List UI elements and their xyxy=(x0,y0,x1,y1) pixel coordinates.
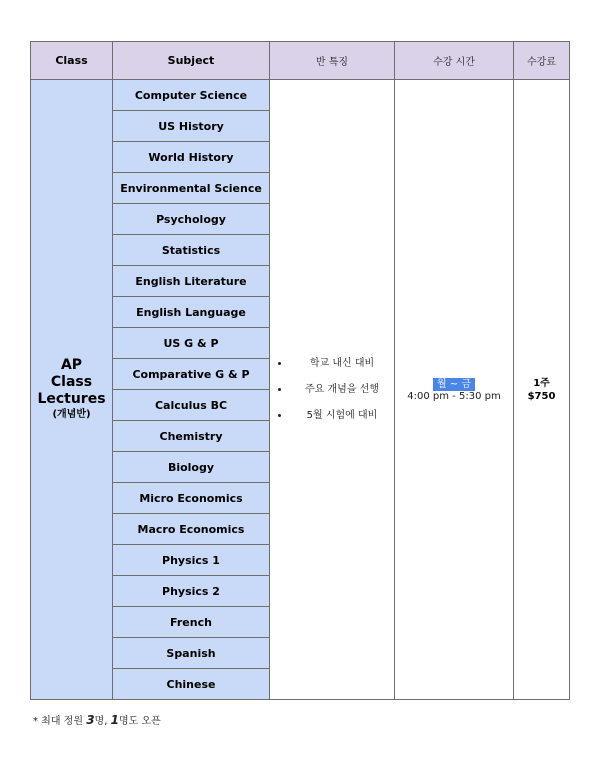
class-subtitle: (개념반) xyxy=(52,409,91,420)
subject-cell: Statistics xyxy=(113,235,270,266)
days-badge: 월 ~ 금 xyxy=(433,378,475,391)
feature-item: • 학교 내신 대비 xyxy=(290,358,394,370)
footnote-max: 3 xyxy=(86,713,95,727)
header-features: 반 특징 xyxy=(270,42,395,80)
subject-cell: French xyxy=(113,607,270,638)
subject-cell: English Language xyxy=(113,297,270,328)
fee-cell xyxy=(514,80,570,700)
subject-cell: Psychology xyxy=(113,204,270,235)
hours-text: 4:00 pm - 5:30 pm xyxy=(407,390,501,402)
subject-cell: Chemistry xyxy=(113,421,270,452)
schedule-body xyxy=(31,80,570,700)
footnote-mid: 명, xyxy=(94,716,111,727)
subject-cell: English Literature xyxy=(113,266,270,297)
header-fee: 수강료 xyxy=(514,42,570,80)
subject-cell: World History xyxy=(113,142,270,173)
fee-period: 1주 xyxy=(533,377,550,389)
header-subject: Subject xyxy=(113,42,270,80)
fee-amount: $750 xyxy=(527,390,556,402)
feature-item: • 5월 시험에 대비 xyxy=(290,410,394,422)
subject-cell: Chinese xyxy=(113,669,270,700)
footnote-prefix: * 최대 정원 xyxy=(33,716,87,727)
class-line-1: AP xyxy=(60,357,83,373)
footnote-suffix: 명도 오픈 xyxy=(118,716,161,727)
subject-cell: Environmental Science xyxy=(113,173,270,204)
header-time: 수강 시간 xyxy=(395,42,514,80)
table-row xyxy=(31,80,570,111)
class-line-2: Class xyxy=(50,374,93,390)
header-class: Class xyxy=(31,42,113,80)
header-row xyxy=(31,42,570,80)
subject-cell: US History xyxy=(113,111,270,142)
subject-cell: Physics 1 xyxy=(113,545,270,576)
subject-cell: US G & P xyxy=(113,328,270,359)
subject-cell: Physics 2 xyxy=(113,576,270,607)
time-cell xyxy=(395,80,514,700)
features-list xyxy=(270,358,394,422)
subject-cell: Calculus BC xyxy=(113,390,270,421)
class-line-3: Lectures xyxy=(37,391,106,407)
feature-item: • 주요 개념을 선행 xyxy=(290,384,394,396)
footnote-min: 1 xyxy=(110,713,119,727)
class-cell xyxy=(31,80,113,700)
subject-cell: Micro Economics xyxy=(113,483,270,514)
subject-cell: Computer Science xyxy=(113,80,270,111)
subject-cell: Biology xyxy=(113,452,270,483)
features-cell xyxy=(270,80,395,700)
schedule-table xyxy=(30,41,570,700)
subject-cell: Macro Economics xyxy=(113,514,270,545)
subject-cell: Comparative G & P xyxy=(113,359,270,390)
subject-cell: Spanish xyxy=(113,638,270,669)
footnote xyxy=(33,712,161,727)
